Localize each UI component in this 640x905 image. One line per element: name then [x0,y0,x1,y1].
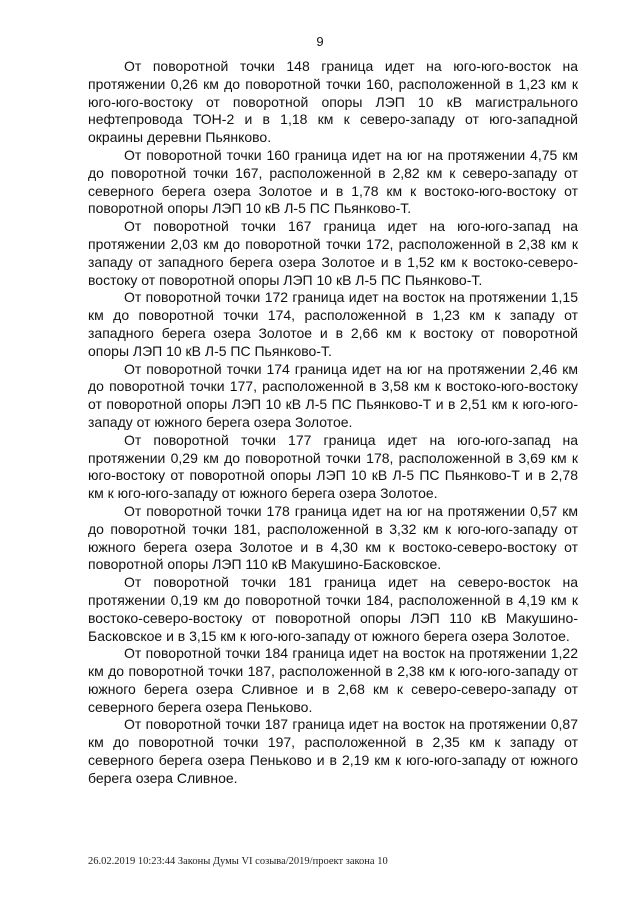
paragraph: От поворотной точки 187 граница идет на восток на протяжении 0,87 км до поворотной точки 197, расположенной в 2,35 км к западу от северного берега озера Пеньково и в 2,19 км к юго-юго-западу от южного берега озера Сливное. [88,716,578,786]
paragraph: От поворотной точки 160 граница идет на юг на протяжении 4,75 км до поворотной точки 167, расположенной в 2,82 км к северо-западу от северного берега озера Золотое и в 1,78 км к востоко-юго-востоку от поворотной опоры ЛЭП 10 кВ Л-5 ПС Пьянково-Т. [88,146,578,217]
paragraph: От поворотной точки 177 граница идет на юго-юго-запад на протяжении 0,29 км до поворотной точки 178, расположенной в 3,69 км к юго-востоку от поворотной опоры ЛЭП 10 кВ Л-5 ПС Пьянково-Т и в 2,78 км к юго-юго-западу от южного берега озера Золотое. [88,431,578,502]
paragraph: От поворотной точки 181 граница идет на северо-восток на протяжении 0,19 км до поворотной точки 184, расположенной в 4,19 км к востоко-северо-востоку от поворотной опоры ЛЭП 110 кВ Макушино-Басковское и в 3,15 км к юго-юго-западу от южного берега озера Золотое. [88,574,578,644]
paragraph: От поворотной точки 178 граница идет на юг на протяжении 0,57 км до поворотной точки 181, расположенной в 3,32 км к юго-юго-западу от южного берега озера Золотое и в 4,30 км к востоко-северо-востоку от поворотной опоры ЛЭП 110 кВ Макушино-Басковское. [88,502,578,573]
paragraph: От поворотной точки 148 граница идет на юго-юго-восток на протяжении 0,26 км до поворотной точки 160, расположенной в 1,23 км к юго-юго-востоку от поворотной опоры ЛЭП 10 кВ магистрального нефтепровода ТОН-2 и в 1,18 км к северо-западу от юго-западной окраины деревни Пьянково. [88,58,578,146]
document-body [88,58,578,788]
paragraph: От поворотной точки 184 граница идет на восток на протяжении 1,22 км до поворотной точки 187, расположенной в 2,38 км к юго-юго-западу от южного берега озера Сливное и в 2,68 км к северо-северо-западу от северного берега озера Пеньково. [88,645,578,715]
paragraph: От поворотной точки 174 граница идет на юг на протяжении 2,46 км до поворотной точки 177, расположенной в 3,58 км к востоко-юго-востоку от поворотной опоры ЛЭП 10 кВ Л-5 ПС Пьянково-Т и в 2,51 км к юго-юго-западу от южного берега озера Золотое. [88,360,578,430]
paragraph: От поворотной точки 167 граница идет на юго-юго-запад на протяжении 2,03 км до поворотной точки 172, расположенной в 2,38 км к западу от западного берега озера Золотое и в 1,52 км к востоко-северо-востоку от поворотной опоры ЛЭП 10 кВ Л-5 ПС Пьянково-Т. [88,218,578,288]
footer-stamp: 26.02.2019 10:23:44 Законы Думы VI созыва/2019/проект закона 10 [88,856,388,867]
paragraph: От поворотной точки 172 граница идет на восток на протяжении 1,15 км до поворотной точки 174, расположенной в 1,23 км к западу от западного берега озера Золотое и в 2,66 км к востоку от поворотной опоры ЛЭП 10 кВ Л-5 ПС Пьянково-Т. [88,289,578,359]
page-number: 9 [316,34,324,49]
